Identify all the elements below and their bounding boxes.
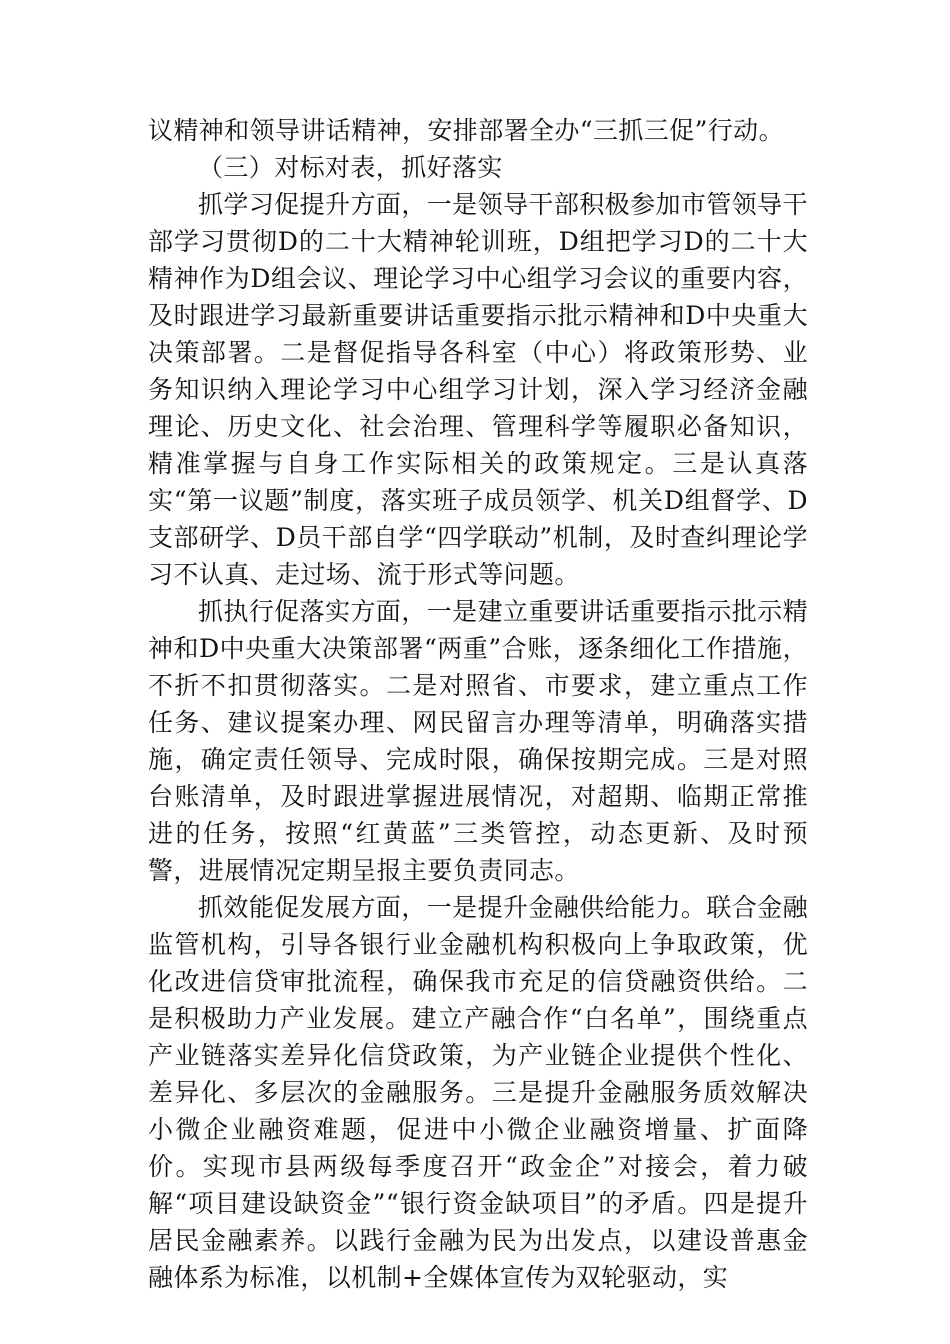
paragraph-study: 抓学习促提升方面，一是领导干部积极参加市管领导干部学习贯彻D的二十大精神轮训班，D组把学习D的二十大精神作为D组会议、理论学习中心组学习会议的重要内容，及时跟进学习最新重要讲话重要指示批示精神和D中央重大决策部署。二是督促指导各科室（中心）将政策形势、业务知识纳入理论学习中心组学习计划，深入学习经济金融理论、历史文化、社会治理、管理科学等履职必备知识，精准掌握与自身工作实际相关的政策规定。三是认真落实“第一议题”制度，落实班子成员领学、机关D组督学、D支部研学、D员干部自学“四学联动”机制，及时查纠理论学习不认真、走过场、流于形式等问题。 — [148, 190, 808, 589]
document-body — [148, 112, 808, 1296]
paragraph-efficiency: 抓效能促发展方面，一是提升金融供给能力。联合金融监管机构，引导各银行业金融机构积极向上争取政策，优化改进信贷审批流程，确保我市充足的信贷融资供给。二是积极助力产业发展。建立产融合作“白名单”，围绕重点产业链落实差异化信贷政策，为产业链企业提供个性化、差异化、多层次的金融服务。三是提升金融服务质效解决小微企业融资难题，促进中小微企业融资增量、扩面降价。实现市县两级每季度召开“政金企”对接会，着力破解“项目建设缺资金”“银行资金缺项目”的矛盾。四是提升居民金融素养。以践行金融为民为出发点，以建设普惠金融体系为标准，以机制+全媒体宣传为双轮驱动，实 — [148, 893, 808, 1292]
paragraph-execution: 抓执行促落实方面，一是建立重要讲话重要指示批示精神和D中央重大决策部署“两重”合账，逐条细化工作措施，不折不扣贯彻落实。二是对照省、市要求，建立重点工作任务、建议提案办理、网民留言办理等清单，明确落实措施，确定责任领导、完成时限，确保按期完成。三是对照台账清单，及时跟进掌握进展情况，对超期、临期正常推进的任务，按照“红黄蓝”三类管控，动态更新、及时预警，进展情况定期呈报主要负责同志。 — [148, 597, 808, 885]
section-heading: （三）对标对表，抓好落实 — [198, 153, 503, 182]
continuation-line: 议精神和领导讲话精神，安排部署全办“三抓三促”行动。 — [148, 116, 784, 145]
